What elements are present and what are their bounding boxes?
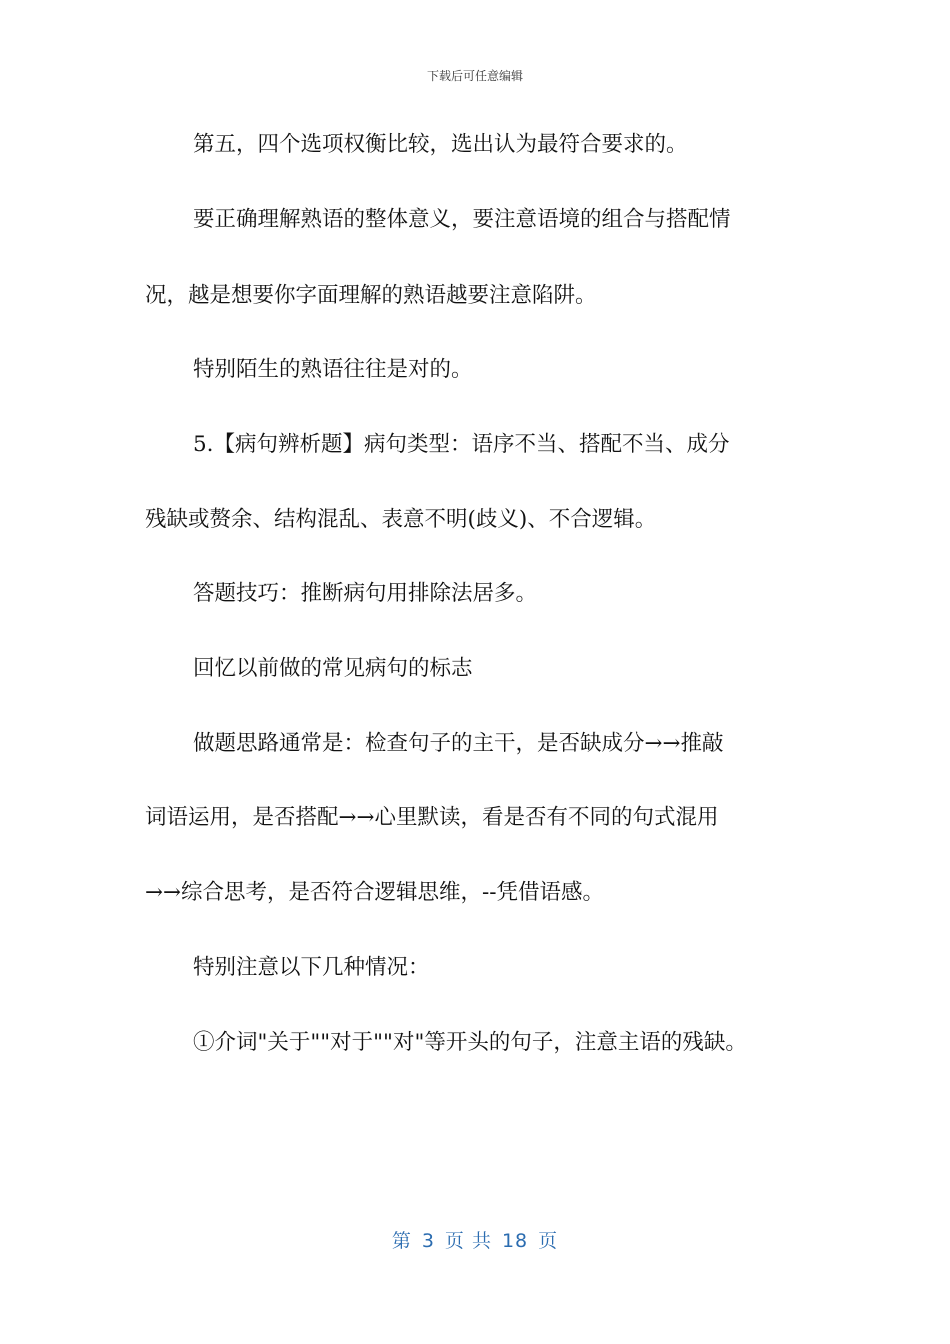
paragraph-line: 回忆以前做的常见病句的标志: [193, 656, 473, 681]
paragraph-line: →→综合思考，是否符合逻辑思维，--凭借语感。: [145, 880, 605, 905]
paragraph-line: 5.【病句辨析题】病句类型：语序不当、搭配不当、成分: [193, 432, 730, 457]
paragraph-line: 特别陌生的熟语往往是对的。: [193, 357, 473, 382]
paragraph-line: 况，越是想要你字面理解的熟语越要注意陷阱。: [145, 283, 597, 308]
paragraph-line: 第五，四个选项权衡比较，选出认为最符合要求的。: [193, 132, 688, 157]
paragraph-line: 残缺或赘余、结构混乱、表意不明(歧义)、不合逻辑。: [145, 507, 657, 532]
paragraph-line: 词语运用，是否搭配→→心里默读，看是否有不同的句式混用: [145, 805, 719, 830]
paragraph-line: 特别注意以下几种情况：: [193, 955, 430, 980]
paragraph-line: 要正确理解熟语的整体意义，要注意语境的组合与搭配情: [193, 207, 731, 232]
footer-middle: 页 共: [444, 1230, 492, 1252]
paragraph-line: 做题思路通常是：检查句子的主干，是否缺成分→→推敲: [193, 731, 724, 756]
page-number: 3: [421, 1230, 435, 1252]
footer-prefix: 第: [391, 1230, 412, 1252]
page-total: 18: [501, 1230, 529, 1252]
footer-suffix: 页: [538, 1230, 559, 1252]
page-footer: [0, 1226, 950, 1253]
page-header: 下载后可任意编辑: [426, 69, 523, 83]
paragraph-line: 答题技巧：推断病句用排除法居多。: [193, 581, 538, 606]
paragraph-line: ①介词"关于""对于""对"等开头的句子，注意主语的残缺。: [193, 1030, 747, 1055]
